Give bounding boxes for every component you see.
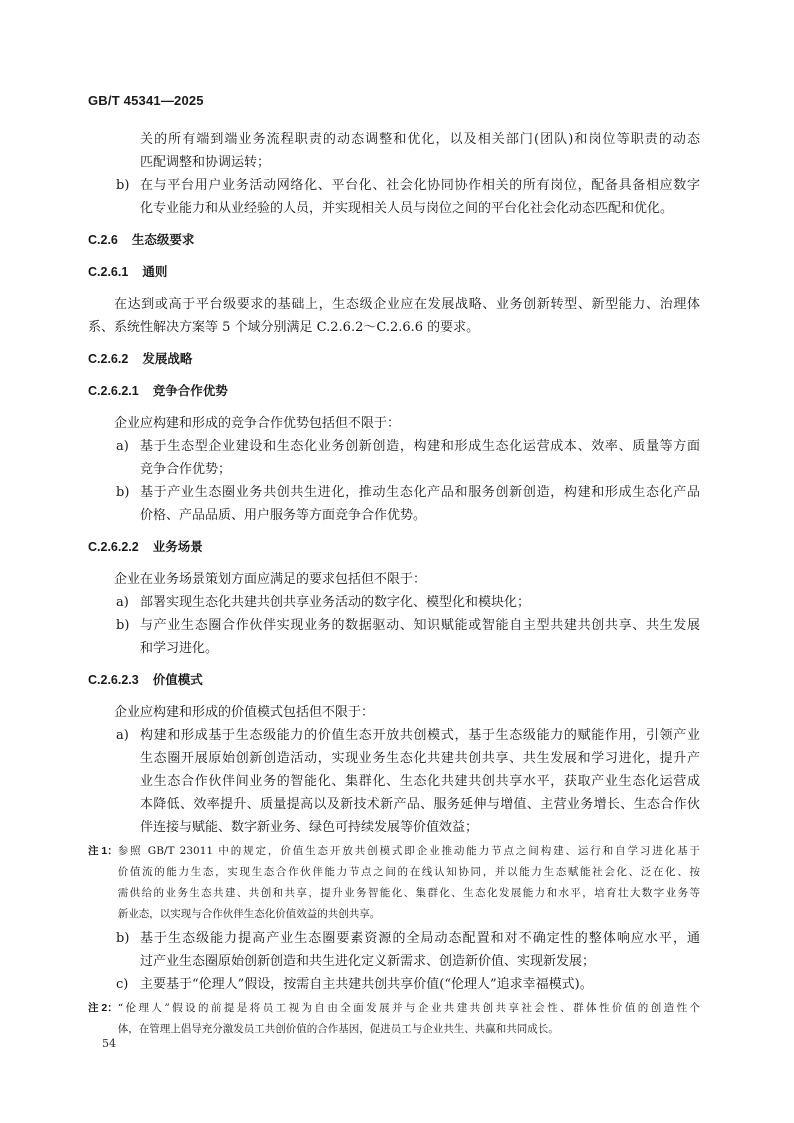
list-item <box>88 973 700 996</box>
text-line: 基于生态级能力提高产业生态圈要素资源的全局动态配置和对不确定性的整体响应水平，通 <box>140 931 700 946</box>
note <box>88 841 700 925</box>
section-title: 价值模式 <box>152 673 203 687</box>
text-line: 需供给的业务生态共建、共创和共享，提升业务智能化、集群化、生态化发展能力和水平，培育壮大数字业务等 <box>117 887 700 899</box>
list-item <box>88 174 700 220</box>
list-label: a) <box>116 439 129 454</box>
intro-text: 企业应构建和形成的竞争合作优势包括但不限于： <box>114 416 401 431</box>
section-heading <box>88 380 700 403</box>
text-line: 本降低、效率提升、质量提高以及新技术新产品、服务延伸与增值、主营业务增长、生态合作伙 <box>140 797 700 812</box>
section-heading <box>88 229 700 252</box>
section-title: 竞争合作优势 <box>152 384 228 398</box>
text-line: 在与平台用户业务活动网络化、平台化、社会化协同协作相关的所有岗位，配备具备相应数字 <box>140 178 700 193</box>
list-label: b) <box>116 931 130 946</box>
intro-text: 企业在业务场景策划方面应满足的要求包括但不限于： <box>114 572 427 587</box>
section-heading <box>88 261 700 284</box>
section-title: 发展战略 <box>142 352 193 366</box>
list-item <box>88 591 700 614</box>
list-label: a) <box>116 595 129 610</box>
text-line: 伴连接与赋能、数字新业务、绿色可持续发展等价值效益； <box>140 820 479 835</box>
text-line: 构建和形成基于生态级能力的价值生态开放共创模式，基于生态级能力的赋能作用，引领产业 <box>140 728 700 743</box>
section-number: C.2.6.2.3 <box>88 673 139 687</box>
list-item <box>88 724 700 839</box>
text-line: 在达到或高于平台级要求的基础上，生态级企业应在发展战略、业务创新转型、新型能力、治理体 <box>114 297 700 312</box>
list-item <box>88 927 700 973</box>
section-title: 业务场景 <box>152 540 203 554</box>
text-line: 关的所有端到端业务流程职责的动态调整和优化，以及相关部门(团队)和岗位等职责的动态 <box>140 132 700 147</box>
text-line: 生态圈开展原始创新创造活动，实现业务生态化共建共创共享、共生发展和学习进化，提升产 <box>140 751 700 766</box>
section-heading <box>88 536 700 559</box>
section-number: C.2.6 <box>88 233 118 247</box>
list-item <box>88 435 700 481</box>
note <box>88 998 700 1040</box>
section-number: C.2.6.2.2 <box>88 540 139 554</box>
text-line: 和学习进化。 <box>140 641 219 656</box>
text-line: 价值流的能力生态，实现生态合作伙伴能力节点之间的在线认知协同，并以能力生态赋能社会化、泛在化、按 <box>117 866 700 878</box>
text-line: 化专业能力和从业经验的人员，并实现相关人员与岗位之间的平台化社会化动态匹配和优化。 <box>140 201 674 216</box>
text-line: 参照 GB/T 23011 中的规定，价值生态开放共创模式即企业推动能力节点之间构建、运行和自学习进化基于 <box>117 845 700 857</box>
list-label: a) <box>116 728 129 743</box>
list-item <box>88 614 700 660</box>
text-line: “伦理人”假设的前提是将员工视为自由全面发展并与企业共建共创共享社会性、群体性价值的创造性个 <box>117 1002 700 1014</box>
section-number: C.2.6.2.1 <box>88 384 139 398</box>
continued-item <box>88 128 700 174</box>
text-line: 竞争合作优势； <box>140 462 232 477</box>
section-heading <box>88 669 700 692</box>
intro-text: 企业应构建和形成的价值模式包括但不限于： <box>114 705 375 720</box>
paragraph <box>88 293 700 339</box>
text-line: 价格、产品品质、用户服务等方面竞争合作优势。 <box>140 508 427 523</box>
text-line: 新业态，以实现与合作伙伴生态化价值效益的共创共享。 <box>117 908 381 920</box>
list-label: b) <box>116 178 130 193</box>
section-title: 生态级要求 <box>131 233 195 247</box>
list-item <box>88 481 700 527</box>
text-line: 匹配调整和协调运转； <box>140 155 271 170</box>
text-line: 系、系统性解决方案等 5 个域分别满足 C.2.6.2～C.2.6.6 的要求。 <box>88 320 480 335</box>
text-line: 过产业生态圈原始创新创造和共生进化定义新需求、创造新价值、实现新发展； <box>140 954 596 969</box>
section-heading <box>88 348 700 371</box>
section-number: C.2.6.2 <box>88 352 129 366</box>
list-label: c) <box>116 977 129 992</box>
note-label: 注 1： <box>88 845 118 857</box>
section-number: C.2.6.1 <box>88 265 129 279</box>
text-line: 业生态合作伙伴间业务的智能化、集群化、生态化共建共创共享水平，获取产业生态化运营成 <box>140 774 700 789</box>
page-content <box>88 128 700 1042</box>
list-label: b) <box>116 618 130 633</box>
list-label: b) <box>116 485 130 500</box>
text-line: 体，在管理上倡导充分激发员工共创价值的合作基因，促进员工与企业共生、共赢和共同成长。 <box>117 1023 559 1035</box>
text-line: 基于生态型企业建设和生态化业务创新创造，构建和形成生态化运营成本、效率、质量等方面 <box>140 439 700 454</box>
page-number: 54 <box>102 1037 116 1050</box>
note-label: 注 2： <box>88 1002 118 1014</box>
text-line: 与产业生态圈合作伙伴实现业务的数据驱动、知识赋能或智能自主型共建共创共享、共生发展 <box>140 618 700 633</box>
section-title: 通则 <box>142 265 168 279</box>
text-line: 部署实现生态化共建共创共享业务活动的数字化、模型化和模块化； <box>140 595 531 610</box>
text-line: 主要基于“伦理人”假设，按需自主共建共创共享价值(“伦理人”追求幸福模式)。 <box>140 977 593 992</box>
standard-number: GB/T 45341—2025 <box>88 93 204 108</box>
text-line: 基于产业生态圈业务共创共生进化，推动生态化产品和服务创新创造，构建和形成生态化产品 <box>140 485 700 500</box>
